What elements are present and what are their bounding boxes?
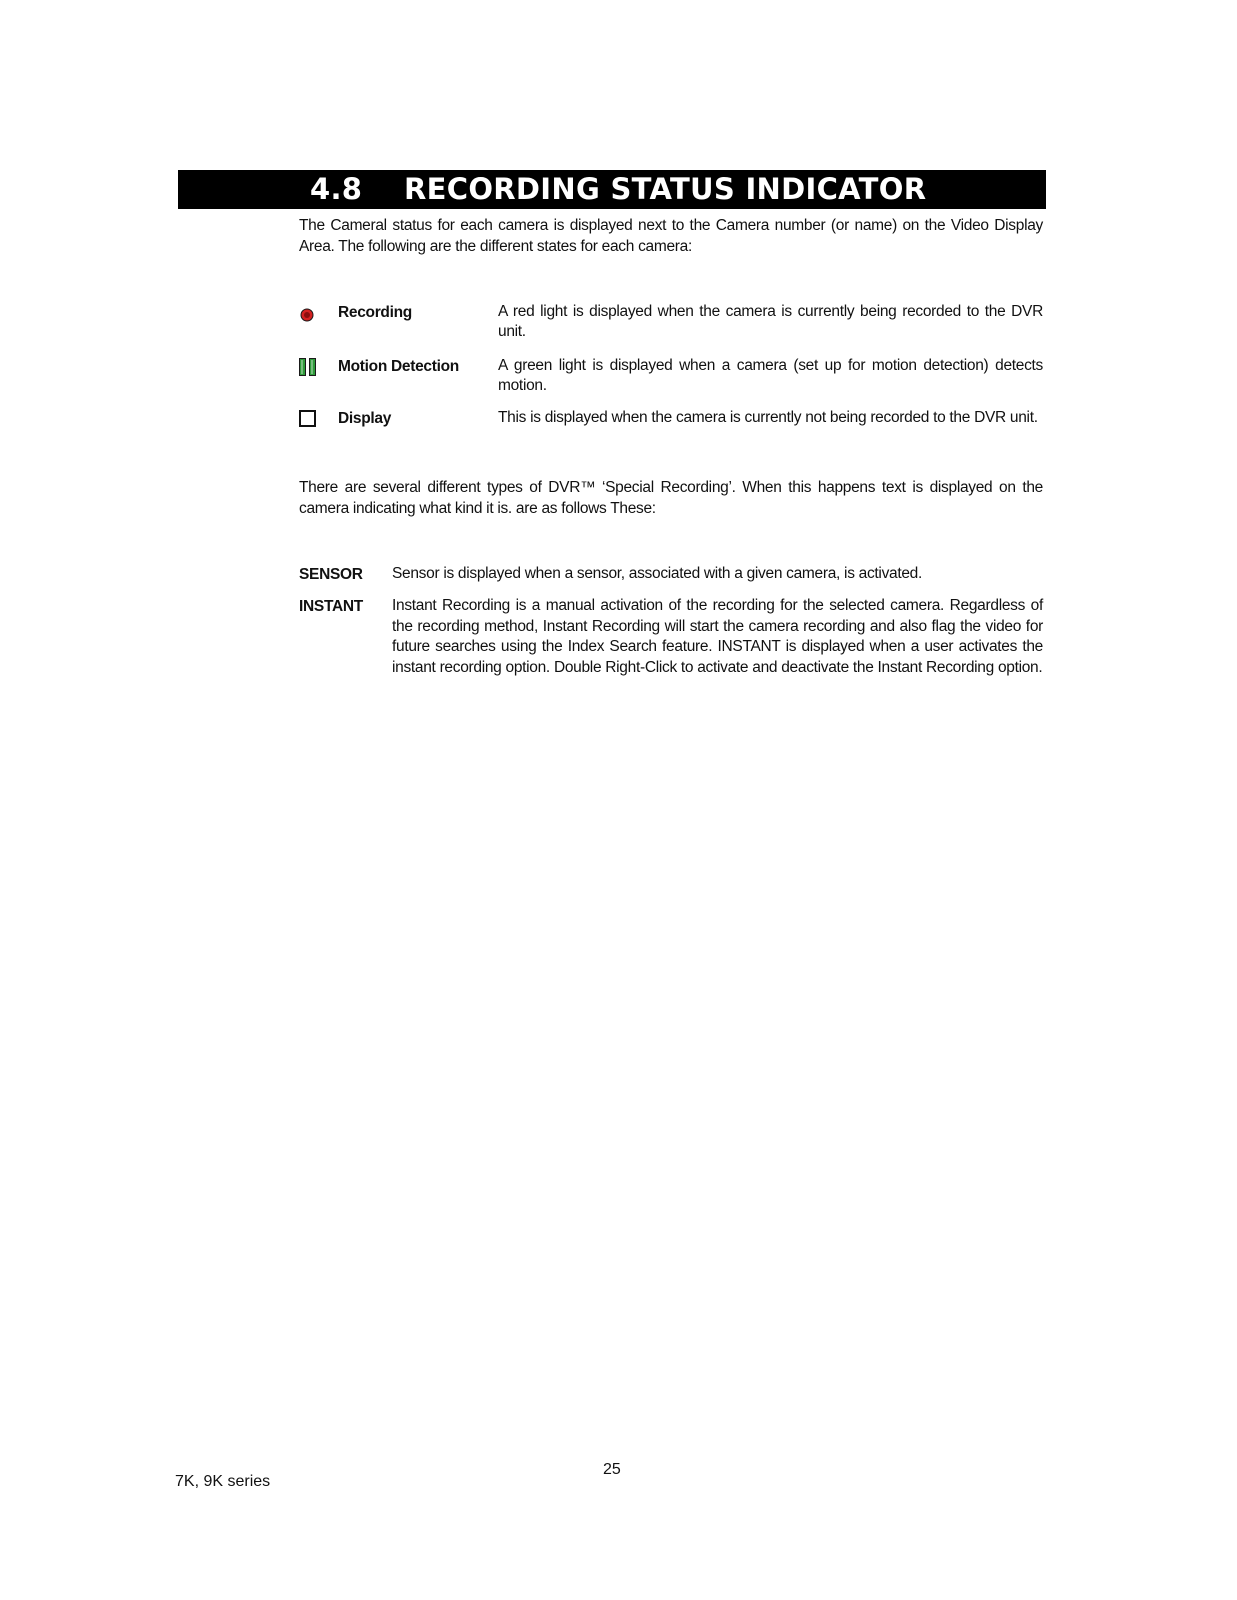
status-description: A green light is displayed when a camera (set up for motion detection) detects motion. <box>498 357 1043 394</box>
status-label: Motion Detection <box>338 358 459 375</box>
term-label: INSTANT <box>299 598 363 615</box>
green-bars-icon <box>299 358 317 376</box>
intro-paragraph: The Cameral status for each camera is displayed next to the Camera number (or name) on the Video Display Area. The following are the different states for each camera: <box>299 217 1043 255</box>
status-description: A red light is displayed when the camera is currently being recorded to the DVR unit. <box>498 303 1043 340</box>
section-number: 4.8 <box>310 172 363 206</box>
section-title: RECORDING STATUS INDICATOR <box>404 172 927 206</box>
term-label: SENSOR <box>299 566 363 583</box>
section-heading-bar <box>178 170 1046 209</box>
empty-square-icon <box>299 410 317 428</box>
special-recording-paragraph: There are several different types of DVR™ ‘Special Recording’. When this happens text is displayed on the camera indicating what kind it is. are as follows These: <box>299 479 1043 517</box>
term-description: Sensor is displayed when a sensor, associated with a given camera, is activated. <box>392 565 922 582</box>
page-number: 25 <box>603 1461 621 1478</box>
status-label: Recording <box>338 304 412 321</box>
term-description: Instant Recording is a manual activation of the recording for the selected camera. Regardless of the recording method, Instant Recording will start the camera recording and also flag the video for future searches using the Index Search feature. INSTANT is displayed when a user activates the instant recording option. Double Right-Click to activate and deactivate the Instant Recording option. <box>392 597 1043 676</box>
status-label: Display <box>338 410 392 427</box>
red-dot-icon <box>299 306 317 322</box>
footer-series-label: 7K, 9K series <box>175 1473 271 1490</box>
status-description: This is displayed when the camera is currently not being recorded to the DVR unit. <box>498 409 1038 426</box>
